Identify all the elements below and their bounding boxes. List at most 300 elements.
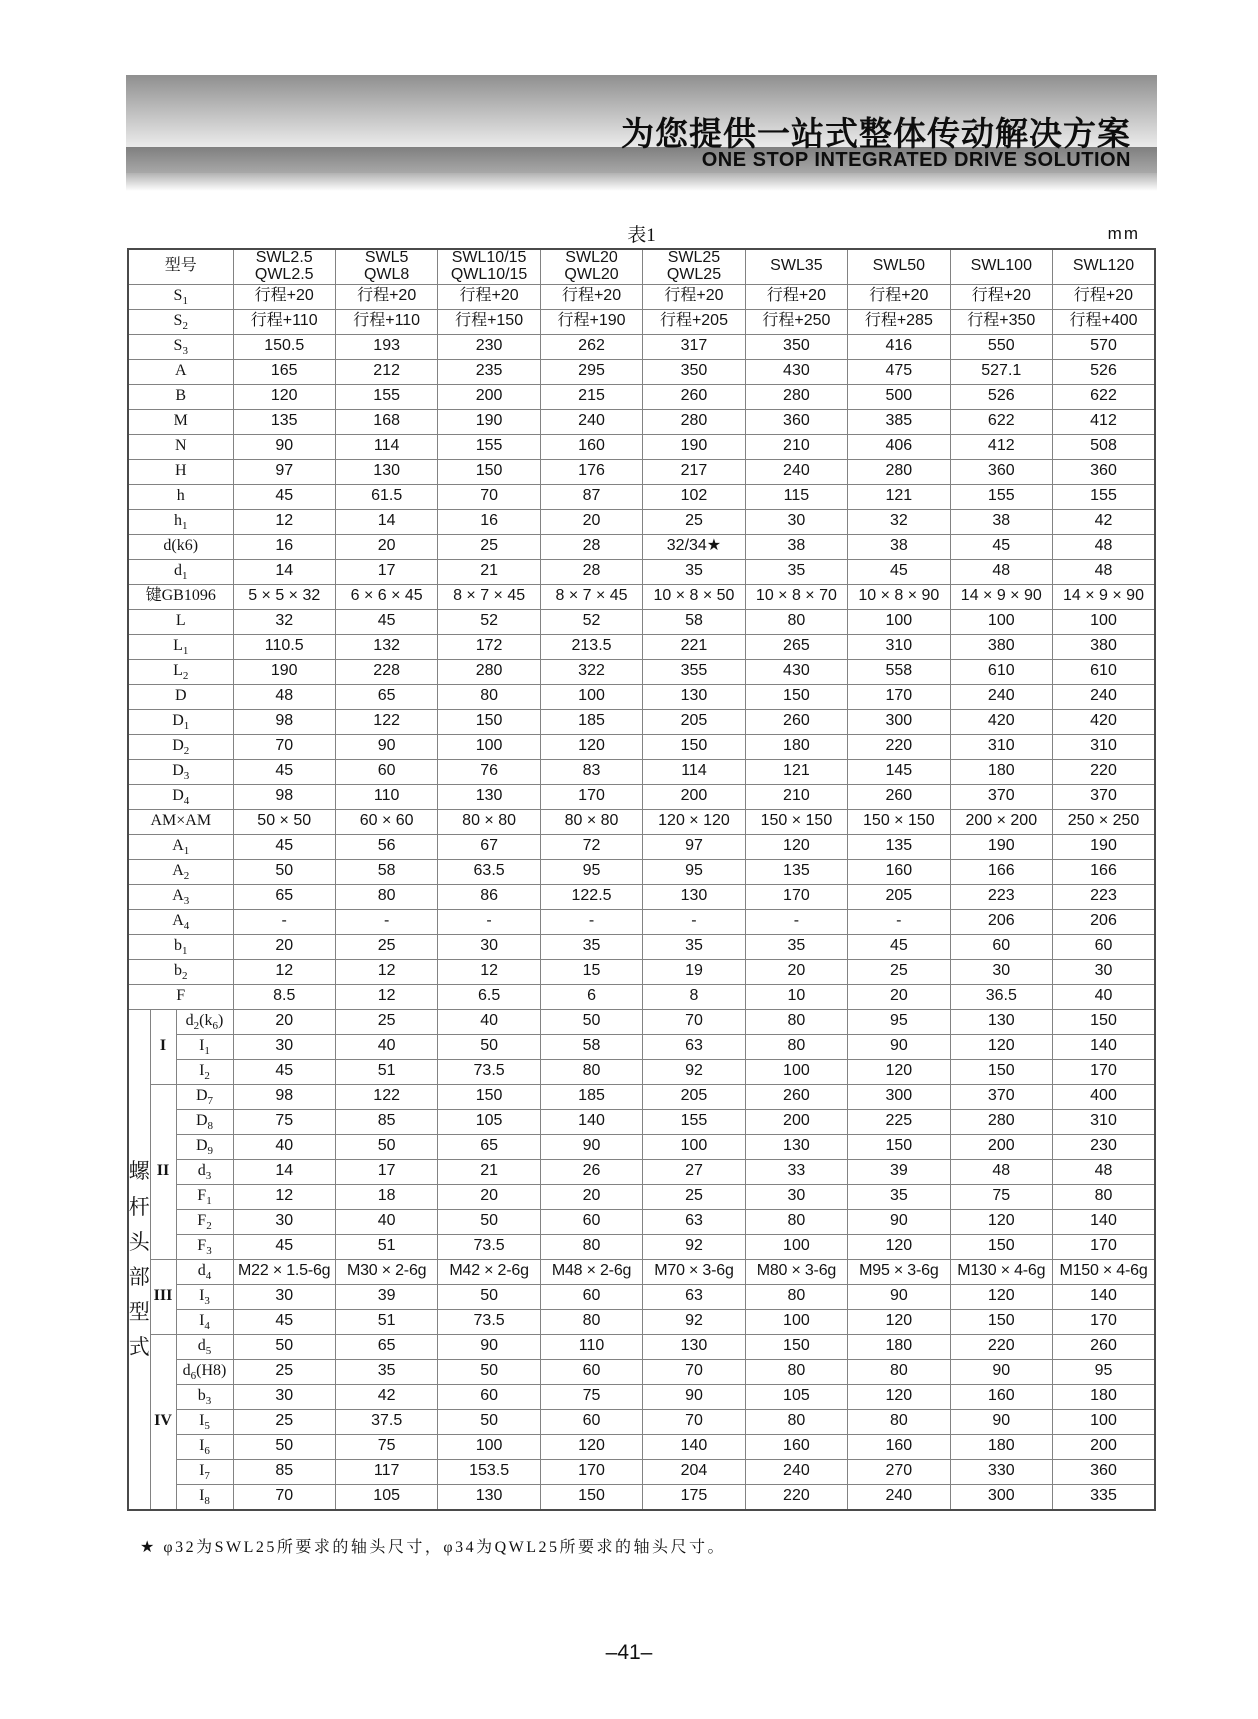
- data-cell: 240: [745, 1459, 847, 1484]
- data-cell: 25: [233, 1409, 335, 1434]
- data-cell: 300: [848, 709, 950, 734]
- data-cell: 170: [540, 1459, 642, 1484]
- data-cell: 70: [438, 484, 540, 509]
- data-cell: 20: [233, 1009, 335, 1034]
- data-cell: 52: [540, 609, 642, 634]
- row-label: $L_2$: [128, 659, 233, 684]
- data-cell: 30: [233, 1034, 335, 1059]
- row-label: $h_1$: [128, 509, 233, 534]
- data-cell: 28: [540, 559, 642, 584]
- data-cell: 220: [848, 734, 950, 759]
- data-cell: 550: [950, 334, 1052, 359]
- data-cell: 行程+20: [745, 284, 847, 309]
- data-cell: 行程+350: [950, 309, 1052, 334]
- data-cell: 165: [233, 359, 335, 384]
- row-label: D: [128, 684, 233, 709]
- data-cell: 122.5: [540, 884, 642, 909]
- table-row: [128, 1409, 1155, 1434]
- data-cell: 92: [643, 1059, 745, 1084]
- data-cell: 150.5: [233, 334, 335, 359]
- data-cell: 20: [540, 509, 642, 534]
- data-cell: 50: [438, 1284, 540, 1309]
- table-row: [128, 959, 1155, 984]
- table-row: [128, 1259, 1155, 1284]
- table-row: [128, 1109, 1155, 1134]
- data-cell: 260: [643, 384, 745, 409]
- data-cell: 50: [233, 1434, 335, 1459]
- data-cell: 95: [540, 859, 642, 884]
- data-cell: 75: [335, 1434, 437, 1459]
- table-row: [128, 484, 1155, 509]
- data-cell: 12: [335, 984, 437, 1009]
- data-cell: 360: [745, 409, 847, 434]
- data-cell: 行程+150: [438, 309, 540, 334]
- data-cell: 140: [1053, 1034, 1156, 1059]
- data-cell: 135: [848, 834, 950, 859]
- data-cell: 45: [233, 1234, 335, 1259]
- data-cell: 100: [745, 1059, 847, 1084]
- row-label: $D_9$: [176, 1134, 233, 1159]
- row-label: $A_1$: [128, 834, 233, 859]
- data-cell: 210: [745, 434, 847, 459]
- row-label: $d_6(H8)$: [176, 1359, 233, 1384]
- data-cell: 150: [950, 1309, 1052, 1334]
- data-cell: 115: [745, 484, 847, 509]
- footnote: ★ φ32为SWL25所要求的轴头尺寸，φ34为QWL25所要求的轴头尺寸。: [140, 1539, 727, 1556]
- data-cell: 58: [335, 859, 437, 884]
- data-cell: 150: [438, 709, 540, 734]
- row-label: B: [128, 384, 233, 409]
- data-cell: 63.5: [438, 859, 540, 884]
- data-cell: 32: [233, 609, 335, 634]
- spec-table: [127, 248, 1156, 1511]
- data-cell: 160: [745, 1434, 847, 1459]
- table-row: [128, 1284, 1155, 1309]
- data-cell: 80 × 80: [438, 809, 540, 834]
- data-cell: 170: [540, 784, 642, 809]
- data-cell: 500: [848, 384, 950, 409]
- data-cell: 行程+20: [233, 284, 335, 309]
- data-cell: -: [438, 909, 540, 934]
- table-row: [128, 309, 1155, 334]
- data-cell: 39: [848, 1159, 950, 1184]
- data-cell: 360: [1053, 1459, 1156, 1484]
- data-cell: 16: [233, 534, 335, 559]
- data-cell: 73.5: [438, 1309, 540, 1334]
- table-caption-row: [127, 220, 1156, 246]
- data-cell: 120: [950, 1284, 1052, 1309]
- data-cell: 60: [335, 759, 437, 784]
- data-cell: 80: [745, 1409, 847, 1434]
- data-cell: 61.5: [335, 484, 437, 509]
- data-cell: 110: [540, 1334, 642, 1359]
- table-row: [128, 734, 1155, 759]
- data-cell: 430: [745, 359, 847, 384]
- data-cell: 30: [233, 1209, 335, 1234]
- data-cell: 180: [745, 734, 847, 759]
- data-cell: 75: [540, 1384, 642, 1409]
- table-row: [128, 909, 1155, 934]
- data-cell: 130: [950, 1009, 1052, 1034]
- page-number: –41–: [605, 1641, 653, 1664]
- data-cell: -: [643, 909, 745, 934]
- data-cell: 60: [540, 1284, 642, 1309]
- data-cell: 42: [1053, 509, 1156, 534]
- table-row: [128, 984, 1155, 1009]
- table-row: [128, 609, 1155, 634]
- data-cell: 14 × 9 × 90: [1053, 584, 1156, 609]
- data-cell: 86: [438, 884, 540, 909]
- table-row: [128, 1309, 1155, 1334]
- data-cell: 223: [950, 884, 1052, 909]
- data-cell: 135: [745, 859, 847, 884]
- data-cell: -: [540, 909, 642, 934]
- data-cell: 180: [848, 1334, 950, 1359]
- row-label: $d_5$: [176, 1334, 233, 1359]
- data-cell: 120 × 120: [643, 809, 745, 834]
- data-cell: 160: [848, 1434, 950, 1459]
- data-cell: 40: [438, 1009, 540, 1034]
- data-cell: 50: [438, 1034, 540, 1059]
- table-row: [128, 459, 1155, 484]
- data-cell: 90: [643, 1384, 745, 1409]
- data-cell: M48 × 2-6g: [540, 1259, 642, 1284]
- row-label: AM×AM: [128, 809, 233, 834]
- data-cell: 45: [233, 1309, 335, 1334]
- data-cell: 45: [233, 1059, 335, 1084]
- data-cell: 212: [335, 359, 437, 384]
- data-cell: 100: [745, 1309, 847, 1334]
- table-row: [128, 1009, 1155, 1034]
- data-cell: M80 × 3-6g: [745, 1259, 847, 1284]
- data-cell: 98: [233, 709, 335, 734]
- data-cell: M70 × 3-6g: [643, 1259, 745, 1284]
- data-cell: 225: [848, 1109, 950, 1134]
- data-cell: 35: [540, 934, 642, 959]
- data-cell: 205: [848, 884, 950, 909]
- data-cell: 80: [745, 1034, 847, 1059]
- data-cell: 105: [745, 1384, 847, 1409]
- data-cell: 30: [745, 509, 847, 534]
- data-cell: 38: [745, 534, 847, 559]
- data-cell: 610: [1053, 659, 1156, 684]
- data-cell: 30: [233, 1384, 335, 1409]
- data-cell: 200: [438, 384, 540, 409]
- data-cell: 100: [848, 609, 950, 634]
- row-label: F: [128, 984, 233, 1009]
- row-label: $b_1$: [128, 934, 233, 959]
- banner-title: 为您提供一站式整体传动解决方案: [621, 117, 1131, 154]
- data-cell: 30: [233, 1284, 335, 1309]
- data-cell: 170: [1053, 1059, 1156, 1084]
- table-row: [128, 1459, 1155, 1484]
- data-cell: 190: [643, 434, 745, 459]
- data-cell: 63: [643, 1209, 745, 1234]
- data-cell: 92: [643, 1309, 745, 1334]
- data-cell: 90: [950, 1359, 1052, 1384]
- data-cell: 30: [438, 934, 540, 959]
- data-cell: 50 × 50: [233, 809, 335, 834]
- data-cell: 25: [233, 1359, 335, 1384]
- data-cell: 25: [438, 534, 540, 559]
- header-banner: [126, 75, 1157, 191]
- table-row: [128, 1209, 1155, 1234]
- data-cell: 200 × 200: [950, 809, 1052, 834]
- banner-gradient-top: [126, 75, 1157, 154]
- data-cell: 35: [335, 1359, 437, 1384]
- data-cell: 140: [643, 1434, 745, 1459]
- data-cell: 420: [1053, 709, 1156, 734]
- data-cell: 27: [643, 1159, 745, 1184]
- data-cell: 30: [950, 959, 1052, 984]
- data-cell: 14 × 9 × 90: [950, 584, 1052, 609]
- data-cell: 155: [438, 434, 540, 459]
- data-cell: 180: [950, 759, 1052, 784]
- data-cell: 262: [540, 334, 642, 359]
- data-cell: 475: [848, 359, 950, 384]
- data-cell: 60: [540, 1409, 642, 1434]
- data-cell: 260: [745, 709, 847, 734]
- data-cell: 70: [643, 1409, 745, 1434]
- banner-fade-strip: [126, 173, 1157, 191]
- data-cell: 416: [848, 334, 950, 359]
- data-cell: 85: [233, 1459, 335, 1484]
- data-cell: 121: [848, 484, 950, 509]
- data-cell: 48: [233, 684, 335, 709]
- data-cell: 200: [643, 784, 745, 809]
- data-cell: 120: [233, 384, 335, 409]
- data-cell: 51: [335, 1309, 437, 1334]
- data-cell: 80: [848, 1409, 950, 1434]
- data-cell: 12: [335, 959, 437, 984]
- data-cell: 204: [643, 1459, 745, 1484]
- row-label: M: [128, 409, 233, 434]
- data-cell: 155: [643, 1109, 745, 1134]
- data-cell: -: [335, 909, 437, 934]
- data-cell: 120: [848, 1059, 950, 1084]
- data-cell: 6.5: [438, 984, 540, 1009]
- row-label: $D_8$: [176, 1109, 233, 1134]
- data-cell: 120: [540, 1434, 642, 1459]
- data-cell: 21: [438, 559, 540, 584]
- data-cell: 280: [745, 384, 847, 409]
- row-label: $D_4$: [128, 784, 233, 809]
- data-cell: 180: [950, 1434, 1052, 1459]
- data-cell: 526: [1053, 359, 1156, 384]
- data-cell: 160: [848, 859, 950, 884]
- data-cell: 38: [950, 509, 1052, 534]
- data-cell: 6 × 6 × 45: [335, 584, 437, 609]
- data-cell: 25: [848, 959, 950, 984]
- data-cell: 175: [643, 1484, 745, 1510]
- data-cell: 240: [848, 1484, 950, 1510]
- data-cell: 30: [745, 1184, 847, 1209]
- data-cell: 20: [335, 534, 437, 559]
- data-cell: 172: [438, 634, 540, 659]
- table-row: [128, 1484, 1155, 1510]
- data-cell: 87: [540, 484, 642, 509]
- data-cell: 310: [950, 734, 1052, 759]
- table-row: [128, 334, 1155, 359]
- banner-subtitle: ONE STOP INTEGRATED DRIVE SOLUTION: [701, 148, 1131, 171]
- data-cell: 73.5: [438, 1234, 540, 1259]
- row-label: $A_3$: [128, 884, 233, 909]
- data-cell: 130: [643, 684, 745, 709]
- column-header: SWL50: [848, 249, 950, 284]
- data-cell: 150: [540, 1484, 642, 1510]
- data-cell: 100: [540, 684, 642, 709]
- data-cell: 105: [438, 1109, 540, 1134]
- data-cell: 155: [950, 484, 1052, 509]
- row-label: $d_1$: [128, 559, 233, 584]
- data-cell: 70: [643, 1359, 745, 1384]
- data-cell: 行程+20: [335, 284, 437, 309]
- row-label: $I_7$: [176, 1459, 233, 1484]
- data-cell: 10 × 8 × 70: [745, 584, 847, 609]
- data-cell: 48: [1053, 1159, 1156, 1184]
- data-cell: 110: [335, 784, 437, 809]
- group-label: IV: [150, 1334, 176, 1510]
- data-cell: 90: [233, 434, 335, 459]
- data-cell: 360: [1053, 459, 1156, 484]
- data-cell: 48: [950, 1159, 1052, 1184]
- data-cell: 35: [745, 559, 847, 584]
- data-cell: 380: [950, 634, 1052, 659]
- data-cell: 122: [335, 709, 437, 734]
- row-label: $D_3$: [128, 759, 233, 784]
- data-cell: 117: [335, 1459, 437, 1484]
- row-label: $F_3$: [176, 1234, 233, 1259]
- data-cell: M30 × 2-6g: [335, 1259, 437, 1284]
- column-header: SWL25 QWL25: [643, 249, 745, 284]
- data-cell: 行程+285: [848, 309, 950, 334]
- data-cell: 8: [643, 984, 745, 1009]
- data-cell: 80: [438, 684, 540, 709]
- data-cell: 15: [540, 959, 642, 984]
- data-cell: 120: [745, 834, 847, 859]
- data-cell: 45: [233, 484, 335, 509]
- data-cell: 100: [438, 1434, 540, 1459]
- data-cell: 150: [950, 1059, 1052, 1084]
- data-cell: 300: [848, 1084, 950, 1109]
- data-cell: 122: [335, 1084, 437, 1109]
- data-cell: 14: [233, 559, 335, 584]
- data-cell: 240: [950, 684, 1052, 709]
- data-cell: M130 × 4-6g: [950, 1259, 1052, 1284]
- data-cell: 100: [1053, 609, 1156, 634]
- data-cell: 10 × 8 × 50: [643, 584, 745, 609]
- data-cell: 73.5: [438, 1059, 540, 1084]
- data-cell: 300: [950, 1484, 1052, 1510]
- data-cell: 130: [438, 784, 540, 809]
- row-label: $I_4$: [176, 1309, 233, 1334]
- data-cell: 65: [335, 1334, 437, 1359]
- data-cell: 95: [848, 1009, 950, 1034]
- data-cell: 140: [1053, 1284, 1156, 1309]
- data-cell: 40: [335, 1034, 437, 1059]
- data-cell: 90: [848, 1284, 950, 1309]
- data-cell: 90: [848, 1209, 950, 1234]
- column-header: SWL120: [1053, 249, 1156, 284]
- data-cell: 36.5: [950, 984, 1052, 1009]
- data-cell: 240: [1053, 684, 1156, 709]
- row-label: $d_2(k_6)$: [176, 1009, 233, 1034]
- data-cell: 200: [1053, 1434, 1156, 1459]
- data-cell: 51: [335, 1059, 437, 1084]
- data-cell: 170: [1053, 1234, 1156, 1259]
- group-label: II: [150, 1084, 176, 1259]
- data-cell: 17: [335, 559, 437, 584]
- table-row: [128, 709, 1155, 734]
- data-cell: 205: [643, 1084, 745, 1109]
- data-cell: 190: [438, 409, 540, 434]
- table-row: [128, 1334, 1155, 1359]
- data-cell: 260: [848, 784, 950, 809]
- row-label: $D_1$: [128, 709, 233, 734]
- data-cell: 295: [540, 359, 642, 384]
- data-cell: 90: [335, 734, 437, 759]
- data-cell: 265: [745, 634, 847, 659]
- data-cell: 8 × 7 × 45: [540, 584, 642, 609]
- data-cell: 51: [335, 1234, 437, 1259]
- data-cell: 132: [335, 634, 437, 659]
- data-cell: 6: [540, 984, 642, 1009]
- data-cell: 190: [233, 659, 335, 684]
- data-cell: 40: [233, 1134, 335, 1159]
- data-cell: 85: [335, 1109, 437, 1134]
- data-cell: 508: [1053, 434, 1156, 459]
- row-label: $F_2$: [176, 1209, 233, 1234]
- data-cell: 622: [1053, 384, 1156, 409]
- table-row: [128, 384, 1155, 409]
- data-cell: 310: [848, 634, 950, 659]
- data-cell: 80: [745, 609, 847, 634]
- data-cell: 217: [643, 459, 745, 484]
- row-label: $I_5$: [176, 1409, 233, 1434]
- data-cell: 行程+20: [438, 284, 540, 309]
- data-cell: 120: [950, 1209, 1052, 1234]
- data-cell: 130: [438, 1484, 540, 1510]
- data-cell: 160: [540, 434, 642, 459]
- data-cell: 10 × 8 × 90: [848, 584, 950, 609]
- table-row: [128, 1034, 1155, 1059]
- row-label: $I_3$: [176, 1284, 233, 1309]
- data-cell: 280: [438, 659, 540, 684]
- table-row: [128, 584, 1155, 609]
- data-cell: 45: [848, 559, 950, 584]
- data-cell: 14: [233, 1159, 335, 1184]
- data-cell: 48: [1053, 559, 1156, 584]
- data-cell: 228: [335, 659, 437, 684]
- data-cell: 98: [233, 1084, 335, 1109]
- data-cell: 150 × 150: [745, 809, 847, 834]
- data-cell: 150: [438, 1084, 540, 1109]
- data-cell: 行程+20: [643, 284, 745, 309]
- data-cell: 80: [745, 1359, 847, 1384]
- data-cell: 170: [1053, 1309, 1156, 1334]
- data-cell: 20: [848, 984, 950, 1009]
- column-header: SWL100: [950, 249, 1052, 284]
- data-cell: 5 × 5 × 32: [233, 584, 335, 609]
- data-cell: 70: [233, 734, 335, 759]
- data-cell: 50: [540, 1009, 642, 1034]
- data-cell: 67: [438, 834, 540, 859]
- column-header: SWL2.5 QWL2.5: [233, 249, 335, 284]
- table-row: [128, 509, 1155, 534]
- data-cell: 140: [540, 1109, 642, 1134]
- table-row: [128, 534, 1155, 559]
- data-cell: 12: [233, 509, 335, 534]
